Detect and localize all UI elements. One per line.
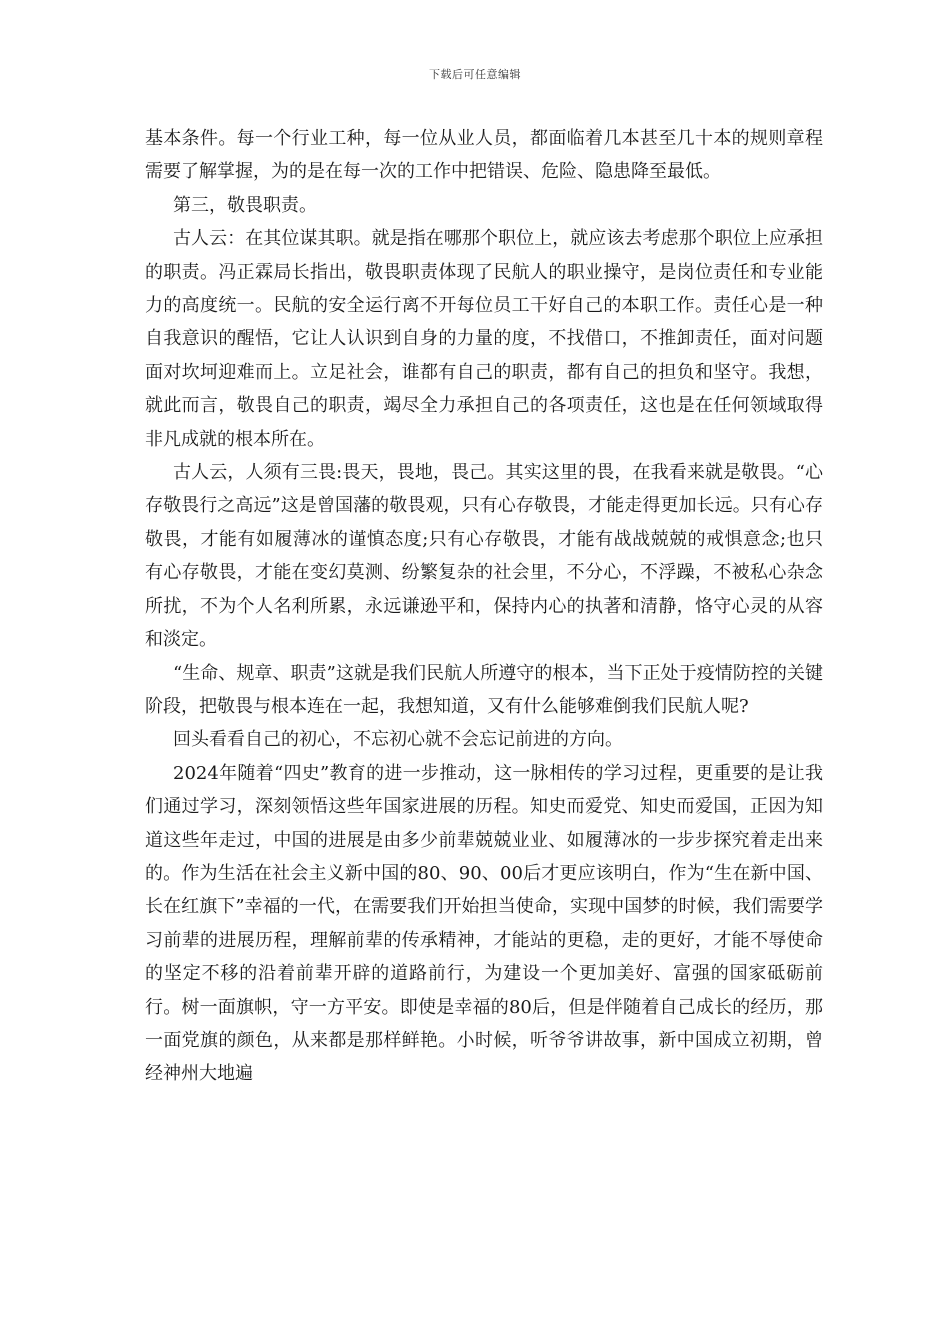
document-body <box>145 122 823 1091</box>
paragraph: 基本条件。每一个行业工种，每一位从业人员，都面临着几本甚至几十本的规则章程需要了解掌握，为的是在每一次的工作中把错误、危险、隐患降至最低。 <box>145 128 823 183</box>
section-heading: 第三，敬畏职责。 <box>173 194 317 216</box>
paragraph: 古人云：在其位谋其职。就是指在哪那个职位上，就应该去考虑那个职位上应承担的职责。冯正霖局长指出，敬畏职责体现了民航人的职业操守，是岗位责任和专业能力的高度统一。民航的安全运行离不开每位员工干好自己的本职工作。责任心是一种自我意识的醒悟，它让人认识到自身的力量的度，不找借口，不推卸责任，面对问题面对坎坷迎难而上。立足社会，谁都有自己的职责，都有自己的担负和坚守。我想，就此而言，敬畏自己的职责，竭尽全力承担自己的各项责任，这也是在任何领域取得非凡成就的根本所在。 <box>145 228 823 450</box>
paragraph: 2024年随着“四史”教育的进一步推动，这一脉相传的学习过程，更重要的是让我们通过学习，深刻领悟这些年国家进展的历程。知史而爱党、知史而爱国，正因为知道这些年走过，中国的进展是由多少前辈兢兢业业、如履薄冰的一步步探究着走出来的。作为生活在社会主义新中国的80、90、00后才更应该明白，作为“生在新中国、长在红旗下”幸福的一代，在需要我们开始担当使命，实现中国梦的时候，我们需要学习前辈的进展历程，理解前辈的传承精神，才能站的更稳，走的更好，才能不辱使命的坚定不移的沿着前辈开辟的道路前行，为建设一个更加美好、富强的国家砥砺前行。树一面旗帜，守一方平安。即使是幸福的80后，但是伴随着自己成长的经历，那一面党旗的颜色，从来都是那样鲜艳。小时候，听爷爷讲故事，新中国成立初期，曾经神州大地遍 <box>145 762 823 1085</box>
paragraph: “生命、规章、职责”这就是我们民航人所遵守的根本，当下正处于疫情防控的关键阶段，把敬畏与根本连在一起，我想知道，又有什么能够难倒我们民航人呢? <box>145 662 823 717</box>
paragraph: 古人云，人须有三畏:畏天，畏地，畏己。其实这里的畏，在我看来就是敬畏。“心存敬畏行之高远”这是曾国藩的敬畏观，只有心存敬畏，才能走得更加长远。只有心存敬畏，才能有如履薄冰的谨慎态度;只有心存敬畏，才能有战战兢兢的戒惧意念;也只有心存敬畏，才能在变幻莫测、纷繁复杂的社会里，不分心，不浮躁，不被私心杂念所扰，不为个人名利所累，永远谦逊平和，保持内心的执著和清静，恪守心灵的从容和淡定。 <box>145 462 823 651</box>
paragraph: 回头看看自己的初心，不忘初心就不会忘记前进的方向。 <box>173 729 623 751</box>
page-header-note: 下载后可任意编辑 <box>429 68 521 81</box>
